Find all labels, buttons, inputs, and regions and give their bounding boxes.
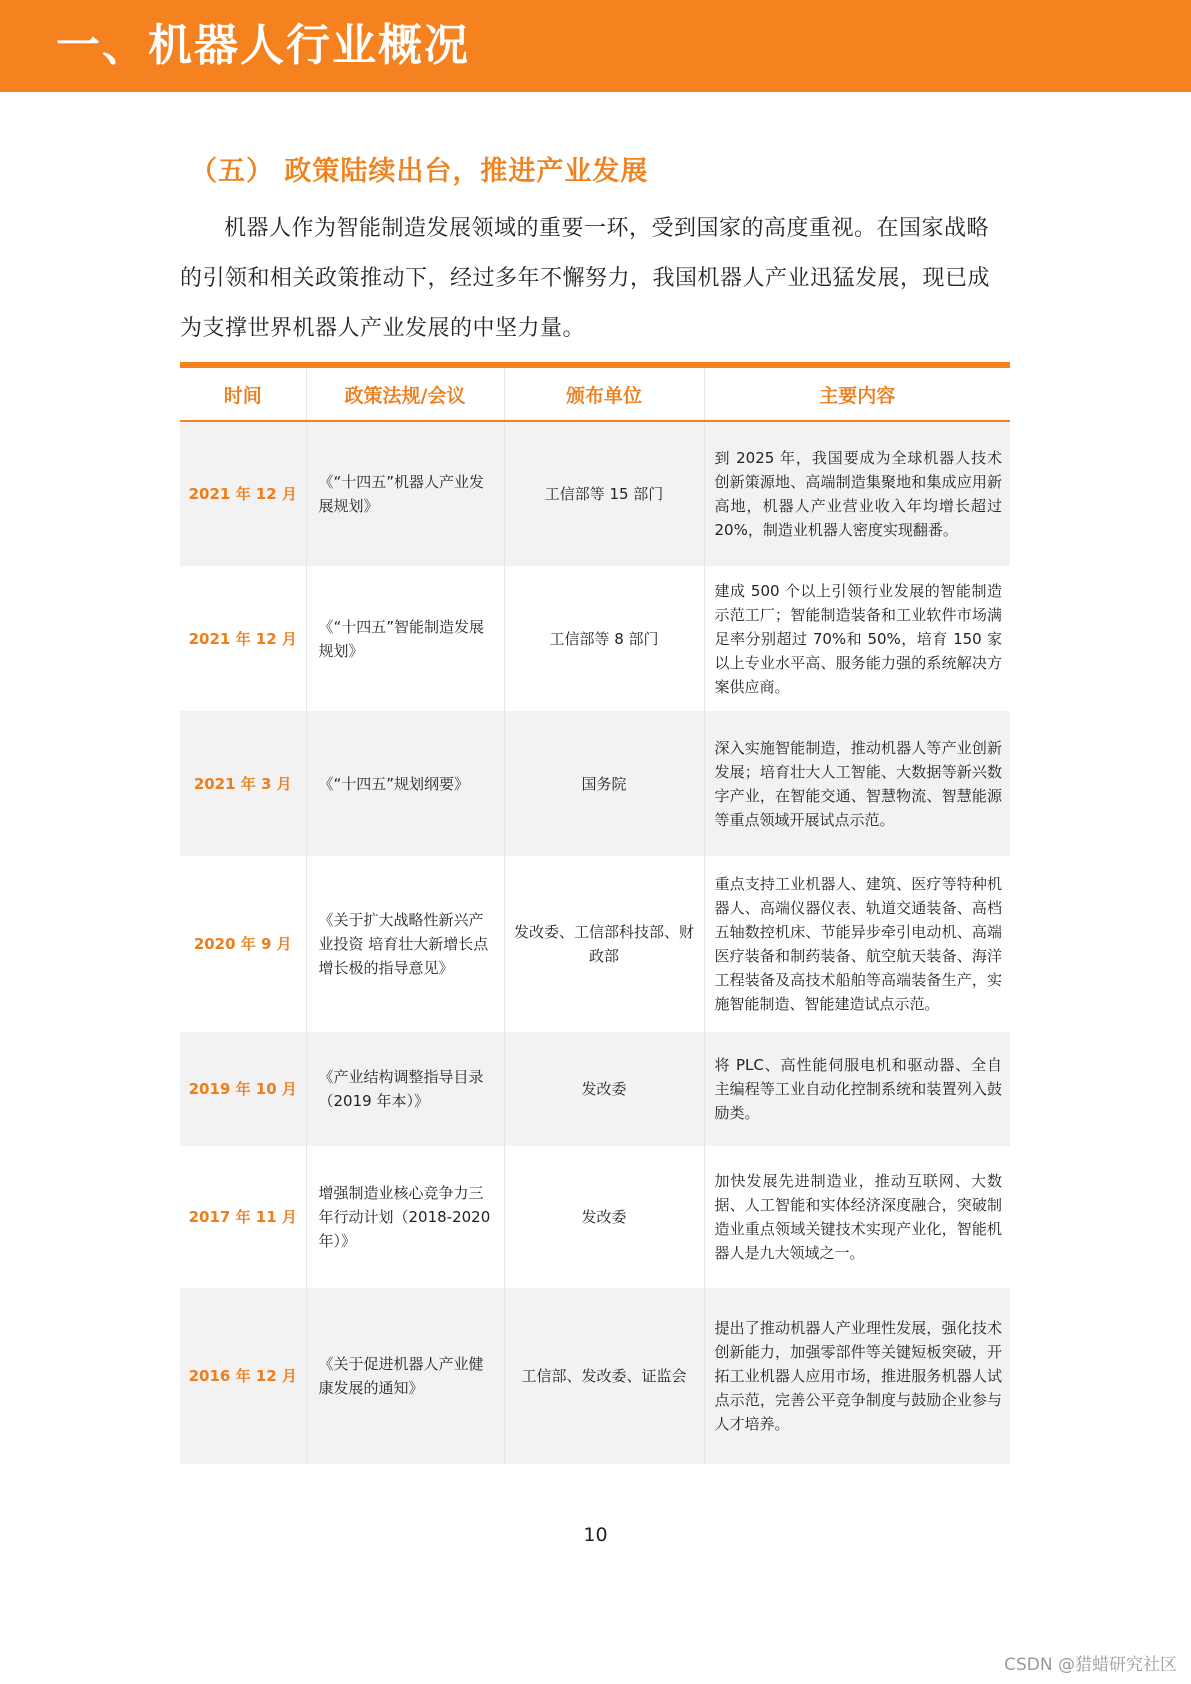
row-issuer: 工信部等 15 部门 — [504, 421, 704, 566]
table-row — [180, 711, 1010, 856]
row-date: 2021 年 12 月 — [180, 566, 306, 711]
row-issuer: 国务院 — [504, 711, 704, 856]
row-policy: 《关于促进机器人产业健康发展的通知》 — [306, 1288, 504, 1464]
row-issuer: 发改委 — [504, 1032, 704, 1146]
row-issuer: 工信部等 8 部门 — [504, 566, 704, 711]
intro-paragraph — [180, 204, 1000, 354]
policy-table — [180, 362, 1010, 1464]
row-policy: 增强制造业核心竞争力三年行动计划（2018-2020 年）》 — [306, 1146, 504, 1288]
intro-text: 机器人作为智能制造发展领域的重要一环，受到国家的高度重视。在国家战略的引领和相关政策推动下，经过多年不懈努力，我国机器人产业迅猛发展，现已成为支撑世界机器人产业发展的中坚力量。 — [180, 216, 991, 341]
page-number: 10 — [583, 1524, 608, 1546]
table-row — [180, 421, 1010, 566]
table-header — [180, 365, 1010, 421]
row-content: 重点支持工业机器人、建筑、医疗等特种机器人、高端仪器仪表、轨道交通装备、高档五轴数控机床、节能异步牵引电动机、高端医疗装备和制药装备、航空航天装备、海洋工程装备及高技术船舶等高端装备生产，实施智能制造、智能建造试点示范。 — [704, 856, 1010, 1032]
row-policy: 《“十四五”智能制造发展规划》 — [306, 566, 504, 711]
table-row — [180, 1146, 1010, 1288]
table-header-row — [180, 365, 1010, 421]
row-issuer: 工信部、发改委、证监会 — [504, 1288, 704, 1464]
chapter-banner — [0, 0, 1191, 92]
row-issuer: 发改委、工信部科技部、财政部 — [504, 856, 704, 1032]
table-row — [180, 856, 1010, 1032]
row-date: 2017 年 11 月 — [180, 1146, 306, 1288]
row-content: 建成 500 个以上引领行业发展的智能制造示范工厂；智能制造装备和工业软件市场满足率分别超过 70%和 50%，培育 150 家以上专业水平高、服务能力强的系统解决方案供应商。 — [704, 566, 1010, 711]
row-content: 提出了推动机器人产业理性发展，强化技术创新能力，加强零部件等关键短板突破，开拓工业机器人应用市场，推进服务机器人试点示范，完善公平竞争制度与鼓励企业参与人才培养。 — [704, 1288, 1010, 1464]
chapter-title: 一、机器人行业概况 — [56, 20, 470, 71]
row-policy: 《产业结构调整指导目录（2019 年本）》 — [306, 1032, 504, 1146]
row-content: 加快发展先进制造业，推动互联网、大数据、人工智能和实体经济深度融合，突破制造业重点领域关键技术实现产业化，智能机器人是九大领域之一。 — [704, 1146, 1010, 1288]
row-date: 2021 年 12 月 — [180, 421, 306, 566]
watermark-text: CSDN @猎蜡研究社区 — [1004, 1655, 1177, 1675]
row-date: 2019 年 10 月 — [180, 1032, 306, 1146]
row-date: 2020 年 9 月 — [180, 856, 306, 1032]
row-policy: 《“十四五”机器人产业发展规划》 — [306, 421, 504, 566]
row-date: 2021 年 3 月 — [180, 711, 306, 856]
header-content: 主要内容 — [704, 365, 1010, 421]
header-policy: 政策法规/会议 — [306, 365, 504, 421]
row-issuer: 发改委 — [504, 1146, 704, 1288]
table-row — [180, 1032, 1010, 1146]
row-policy: 《关于扩大战略性新兴产业投资 培育壮大新增长点增长极的指导意见》 — [306, 856, 504, 1032]
row-policy: 《“十四五”规划纲要》 — [306, 711, 504, 856]
table-body — [180, 421, 1010, 1464]
row-content: 深入实施智能制造，推动机器人等产业创新发展；培育壮大人工智能、大数据等新兴数字产业，在智能交通、智慧物流、智慧能源等重点领域开展试点示范。 — [704, 711, 1010, 856]
header-date: 时间 — [180, 365, 306, 421]
row-date: 2016 年 12 月 — [180, 1288, 306, 1464]
header-issuer: 颁布单位 — [504, 365, 704, 421]
table-row — [180, 1288, 1010, 1464]
row-content: 到 2025 年，我国要成为全球机器人技术创新策源地、高端制造集聚地和集成应用新高地，机器人产业营业收入年均增长超过 20%，制造业机器人密度实现翻番。 — [704, 421, 1010, 566]
table-row — [180, 566, 1010, 711]
row-content: 将 PLC、高性能伺服电机和驱动器、全自主编程等工业自动化控制系统和装置列入鼓励类。 — [704, 1032, 1010, 1146]
section-title: （五） 政策陆续出台，推进产业发展 — [190, 156, 649, 187]
